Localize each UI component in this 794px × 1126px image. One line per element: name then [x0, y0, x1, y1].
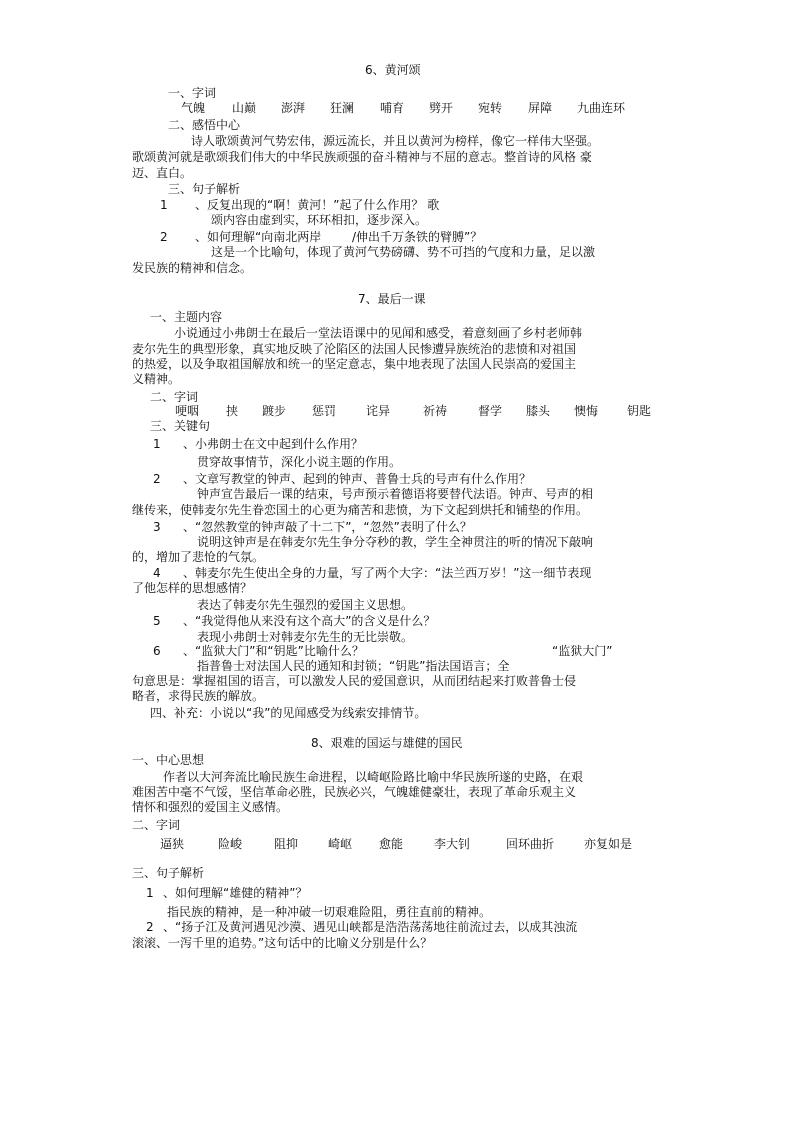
question: 、韩麦尔先生使出全身的力量，写了两个大字：“法兰西万岁！”这一细节表现 [183, 566, 592, 580]
word: 九曲连环 [577, 101, 626, 115]
s6-word-list [0, 101, 794, 117]
word: 督学 [478, 404, 503, 418]
s7-heading-key: 三、关键句 [150, 419, 211, 433]
s6-heading-words: 一、字词 [168, 86, 217, 100]
word: 气魄 [181, 101, 206, 115]
word: 李大钊 [434, 837, 471, 851]
question-number: 3 [153, 520, 161, 534]
question: 、如何理解“向南北两岸 [195, 230, 322, 244]
word: 阻抑 [274, 837, 299, 851]
question-number: 1 [146, 886, 154, 900]
s6-center-line: 歌颂黄河就是歌颂我们伟大的中华民族顽强的奋斗精神与不屈的意志。整首诗的风格 豪 [132, 150, 592, 164]
question-number: 2 [160, 230, 168, 244]
word: 祈祷 [423, 404, 448, 418]
word: 惩罚 [312, 404, 337, 418]
question: 、“扬子江及黄河遇见沙漠、遇见山峡都是浩浩荡荡地往前流过去，以成其浊流 [163, 920, 578, 934]
answer: 继传来，使韩麦尔先生眷恋国土的心更为痛苦和悲愤，为下文起到烘托和铺垫的作用。 [132, 503, 589, 517]
answer: 贯穿故事情节，深化小说主题的作用。 [197, 455, 402, 469]
word: 险峻 [218, 837, 243, 851]
question: 了他怎样的思想感情？ [132, 581, 253, 595]
answer: 表现小弗朗士对韩麦尔先生的无比崇敬。 [197, 630, 414, 644]
s7-heading-theme: 一、主题内容 [150, 310, 223, 324]
answer: 说明这钟声是在韩麦尔先生争分夺秒的教，学生全神贯注的听的情况下敲响 [197, 535, 594, 549]
s8-heading-sentences: 三、句子解析 [132, 866, 205, 880]
s7-theme-line: 义精神。 [132, 372, 181, 386]
s8-center-line: 情怀和强烈的爱国主义感情。 [132, 800, 289, 814]
question-number: 1 [153, 437, 161, 451]
s7-word-list [0, 404, 794, 420]
s7-heading-words: 二、字词 [150, 390, 199, 404]
s8-heading-center: 一、中心思想 [132, 753, 205, 767]
word: 亦复如是 [584, 837, 633, 851]
section-8-title: 8、艰难的国运与雄健的国民 [311, 736, 463, 750]
word: 屏障 [528, 101, 553, 115]
answer: 发民族的精神和信念。 [132, 261, 253, 275]
word: 钥匙 [627, 404, 652, 418]
word: 诧异 [366, 404, 391, 418]
s6-heading-sentences: 三、句子解析 [168, 182, 241, 196]
question-number: 6 [153, 644, 161, 658]
answer: 颂内容由虚到实，环环相扣，逐步深入。 [211, 213, 428, 227]
s8-word-list [0, 837, 794, 853]
answer: 钟声宣告最后一课的结束，号声预示着德语将要替代法语。钟声、号声的相 [197, 487, 594, 501]
answer: 的，增加了悲怆的气氛。 [132, 550, 265, 564]
question: /伸出千万条铁的臂膊”？ [352, 230, 483, 244]
s8-heading-words: 二、字词 [132, 818, 181, 832]
word: 劈开 [429, 101, 454, 115]
answer: 略者，求得民族的解放。 [132, 689, 265, 703]
s6-center-line: 诗人歌颂黄河气势宏伟，源远流长，并且以黄河为榜样，像它一样伟大坚强。 [191, 134, 600, 148]
word: 山巅 [232, 101, 257, 115]
s8-center-line: 难困苦中毫不气馁，坚信革命必胜，民族必兴，气魄雄健豪壮，表现了革命乐观主义 [132, 785, 577, 799]
question: 滚滚、一泻千里的追势。”这句话中的比喻义分别是什么？ [132, 936, 433, 950]
section-6-title: 6、黄河颂 [365, 63, 421, 77]
answer: “监狱大门” [552, 644, 613, 658]
answer: 这是一个比喻句，体现了黄河气势磅礴、势不可挡的气度和力量，足以激 [211, 245, 596, 259]
word: 哽咽 [175, 404, 200, 418]
s6-center-line: 迈、直白。 [132, 166, 193, 180]
s7-theme-line: 小说通过小弗朗士在最后一堂法语课中的见闻和感受，着意刻画了乡村老师韩 [174, 326, 583, 340]
question: 、小弗朗士在文中起到什么作用？ [183, 437, 364, 451]
word: 逼狭 [160, 837, 185, 851]
word: 狂澜 [330, 101, 355, 115]
word: 懊悔 [574, 404, 599, 418]
question: 、“忽然教堂的钟声敲了十二下”，“忽然”表明了什么？ [183, 520, 472, 534]
word: 宛转 [478, 101, 503, 115]
question: 、“我觉得他从来没有这个高大”的含义是什么？ [183, 614, 436, 628]
section-7-title: 7、最后一课 [358, 292, 426, 306]
word: 哺育 [380, 101, 405, 115]
question-number: 1 [160, 198, 168, 212]
s6-heading-center: 二、感悟中心 [168, 118, 241, 132]
s7-supplement: 四、补充：小说以“我”的见闻感受为线索安排情节。 [150, 706, 427, 720]
answer: 指普鲁士对法国人民的通知和封锁；“钥匙”指法国语言；全 [197, 659, 510, 673]
question-number: 4 [153, 566, 161, 580]
question: 、文章写教堂的钟声、起到的钟声、普鲁士兵的号声有什么作用？ [183, 472, 532, 486]
word: 膝头 [526, 404, 551, 418]
word: 踱步 [262, 404, 287, 418]
question: 、反复出现的“啊！黄河！”起了什么作用？ 歌 [195, 198, 440, 212]
question: 、如何理解“雄健的精神”？ [163, 886, 308, 900]
answer: 指民族的精神，是一种冲破一切艰难险阻，勇往直前的精神。 [167, 905, 492, 919]
word: 崎岖 [328, 837, 353, 851]
answer: 表达了韩麦尔先生强烈的爱国主义思想。 [197, 598, 414, 612]
question-number: 2 [153, 472, 161, 486]
s8-center-line: 作者以大河奔流比喻民族生命进程，以崎岖险路比喻中华民族所遂的史路，在艰 [163, 770, 584, 784]
question-number: 2 [146, 920, 154, 934]
s7-theme-line: 麦尔先生的典型形象，真实地反映了沦陷区的法国人民惨遭异族统治的悲愤和对祖国 [132, 342, 577, 356]
word: 回环曲折 [506, 837, 555, 851]
s7-theme-line: 的热爱，以及争取祖国解放和统一的坚定意志，集中地表现了法国人民崇高的爱国主 [132, 357, 577, 371]
question-number: 5 [153, 614, 161, 628]
word: 愈能 [379, 837, 404, 851]
word: 挟 [226, 404, 239, 418]
question: 、“监狱大门”和“钥匙”比喻什么？ [183, 644, 364, 658]
word: 澎湃 [281, 101, 306, 115]
answer: 句意思是：掌握祖国的语言，可以激发人民的爱国意识，从而团结起来打败普鲁士侵 [132, 674, 577, 688]
